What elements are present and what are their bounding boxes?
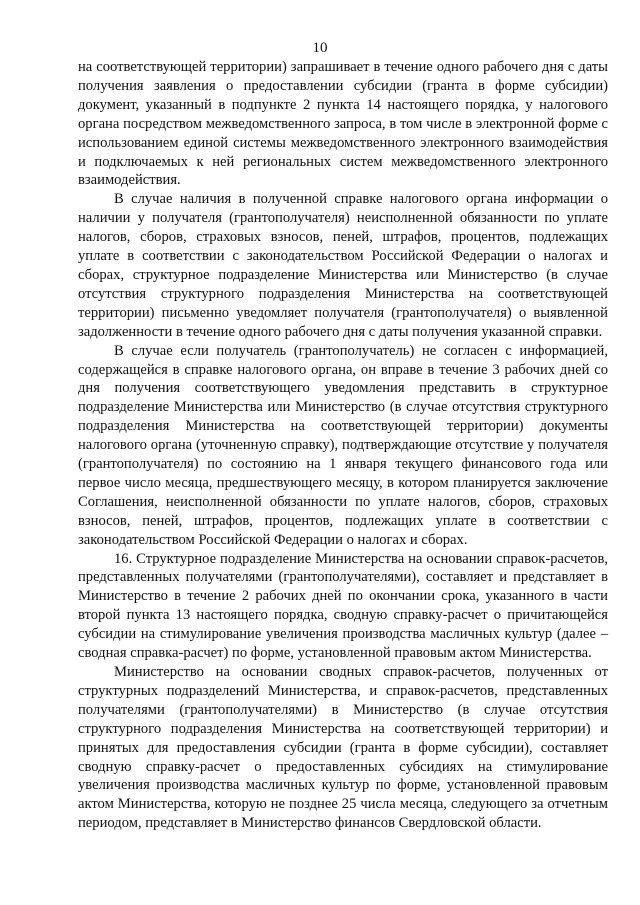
paragraph-tax-debt-notice: В случае наличия в полученной справке налогового органа информации о наличии у получателя (грантополучателя) неисполненной обязанности по уплате налогов, сборов, страховых взносов, пеней, штрафов, процентов, подлежащих уплате в соответствии с законодательством Российской Федерации о налогах и сборах, структурное подразделение Министерства или Министерство (в случае отсутствия структурного подразделения Министерства на соответствующей территории) письменно уведомляет получателя (грантополучателя) о выявленной задолженности в течение одного рабочего дня с даты получения указанной справки.	[78, 191, 608, 340]
paragraph-ministry-summary: Министерство на основании сводных справок-расчетов, полученных от структурных подразделений Министерства, и справок-расчетов, представленных получателями (грантополучателями) в Министерство (в случае отсутствия структурного подразделения Министерства на соответствующей территории) и принятых для предоставления субсидии (гранта в форме субсидии), составляет сводную справку-расчет о предоставленных субсидиях на стимулирование увеличения производства масличных культур по форме, установленной правовым актом Министерства, которую не позднее 25 числа месяца, следующего за отчетным периодом, представляет в Министерство финансов Свердловской области.	[78, 664, 608, 832]
paragraph-disagreement: В случае если получатель (грантополучатель) не согласен с информацией, содержащейся в справке налогового органа, он вправе в течение 3 рабочих дней со дня получения соответствующего уведомления представить в структурное подразделение Министерства или Министерство (в случае отсутствия структурного подразделения Министерства на соответствующей территории) документы налогового органа (уточненную справку), подтверждающие отсутствие у получателя (грантополучателя) по состоянию на 1 января текущего финансового года или первое число месяца, предшествующего месяцу, в котором планируется заключение Соглашения, неисполненной обязанности по уплате налогов, сборов, страховых взносов, пеней, штрафов, процентов, подлежащих уплате в соответствии с законодательством Российской Федерации о налогах и сборах.	[78, 342, 608, 548]
paragraph-continuation: на соответствующей территории) запрашивает в течение одного рабочего дня с даты получения заявления о предоставлении субсидии (гранта в форме субсидии) документ, указанный в подпункте 2 пункта 14 настоящего порядка, у налогового органа посредством межведомственного запроса, в том числе в электронной форме с использованием единой системы межведомственного электронного взаимодействия и подключаемых к ней региональных систем межведомственного электронного взаимодействия.	[78, 59, 608, 189]
paragraph-item-16: 16. Структурное подразделение Министерства на основании справок-расчетов, представленных получателями (грантополучателями), составляет и представляет в Министерство в течение 2 рабочих дней по окончании срока, указанного в части второй пункта 13 настоящего порядка, сводную справку-расчет о причитающейся субсидии на стимулирование увеличения производства масличных культур (далее – сводная справка-расчет) по форме, установленной правовым актом Министерства.	[78, 550, 608, 662]
document-body	[78, 58, 608, 833]
page-number: 10	[312, 40, 328, 56]
